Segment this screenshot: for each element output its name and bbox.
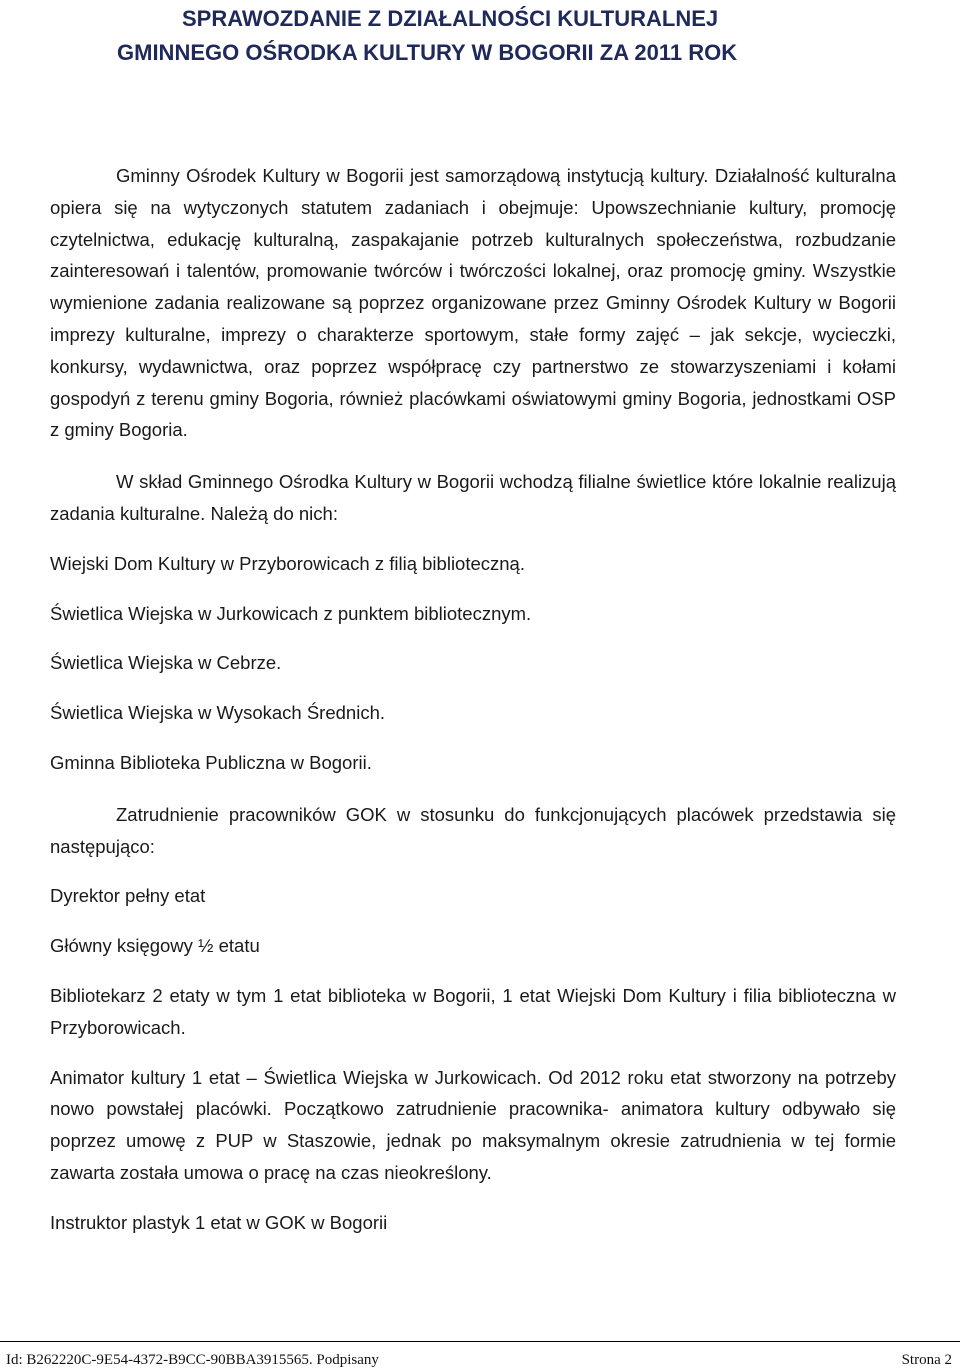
staff-item: Główny księgowy ½ etatu xyxy=(50,935,260,957)
facility-item: Świetlica Wiejska w Wysokach Średnich. xyxy=(50,702,385,724)
intro-paragraph: Gminny Ośrodek Kultury w Bogorii jest samorządową instytucją kultury. Działalność kulturalna opiera się na wytyczonych statutem zadaniach i obejmuje: Upowszechnianie kultury, promocję czytelnictwa, edukację kulturalną, zaspakajanie potrzeb kulturalnych społeczeństwa, rozbudzanie zainteresowań i talentów, promowanie twórców i twórczości lokalnej, oraz promocję gminy. Wszystkie wymienione zadania realizowane są poprzez organizowane przez Gminny Ośrodek Kultury w Bogorii imprezy kulturalne, imprezy o charakterze sportowym, stałe formy zajęć – jak sekcje, wycieczki, konkursy, wydawnictwa, oraz poprzez współpracę czy partnerstwo ze stowarzyszeniami i kołami gospodyń z terenu gminy Bogoria, również placówkami oświatowymi gminy Bogoria, jednostkami OSP z gminy Bogoria. xyxy=(50,165,896,441)
facility-item: Gminna Biblioteka Publiczna w Bogorii. xyxy=(50,751,372,773)
facility-item: Świetlica Wiejska w Jurkowicach z punktem bibliotecznym. xyxy=(50,602,532,624)
report-title-line-1: SPRAWOZDANIE Z DZIAŁALNOŚCI KULTURALNEJ xyxy=(182,6,719,31)
facility-item: Świetlica Wiejska w Cebrze. xyxy=(50,652,282,674)
footer-divider xyxy=(0,1341,960,1342)
report-title-line-2: GMINNEGO OŚRODKA KULTURY W BOGORII ZA 2011 ROK xyxy=(117,40,738,65)
staff-item: Instruktor plastyk 1 etat w GOK w Bogorii xyxy=(50,1211,388,1233)
page-footer xyxy=(0,1350,960,1370)
page-number: Strona 2 xyxy=(901,1352,952,1368)
staff-item: Animator kultury 1 etat – Świetlica Wiejska w Jurkowicach. Od 2012 roku etat stworzony na potrzeby nowo powstałej placówki. Początkowo zatrudnienie pracownika- animatora kultury odbywało się poprzez umowę z PUP w Staszowie, jednak po maksymalnym okresie zatrudnienia w tej formie zawarta została umowa o pracę na czas nieokreślony. xyxy=(50,1066,896,1183)
staff-item: Bibliotekarz 2 etaty w tym 1 etat biblioteka w Bogorii, 1 etat Wiejski Dom Kultury i filia biblioteczna w Przyborowicach. xyxy=(50,984,896,1038)
employment-intro-paragraph: Zatrudnienie pracowników GOK w stosunku do funkcjonujących placówek przedstawia się następująco: xyxy=(50,803,896,857)
facility-item: Wiejski Dom Kultury w Przyborowicach z filią biblioteczną. xyxy=(50,552,525,574)
staff-item: Dyrektor pełny etat xyxy=(50,885,206,907)
document-id: Id: B262220C-9E54-4372-B9CC-90BBA3915565. Podpisany xyxy=(6,1352,379,1368)
composition-paragraph: W skład Gminnego Ośrodka Kultury w Bogorii wchodzą filialne świetlice które lokalnie realizują zadania kulturalne. Należą do nich: xyxy=(50,471,896,524)
report-title xyxy=(0,2,960,70)
report-body xyxy=(50,160,896,1239)
